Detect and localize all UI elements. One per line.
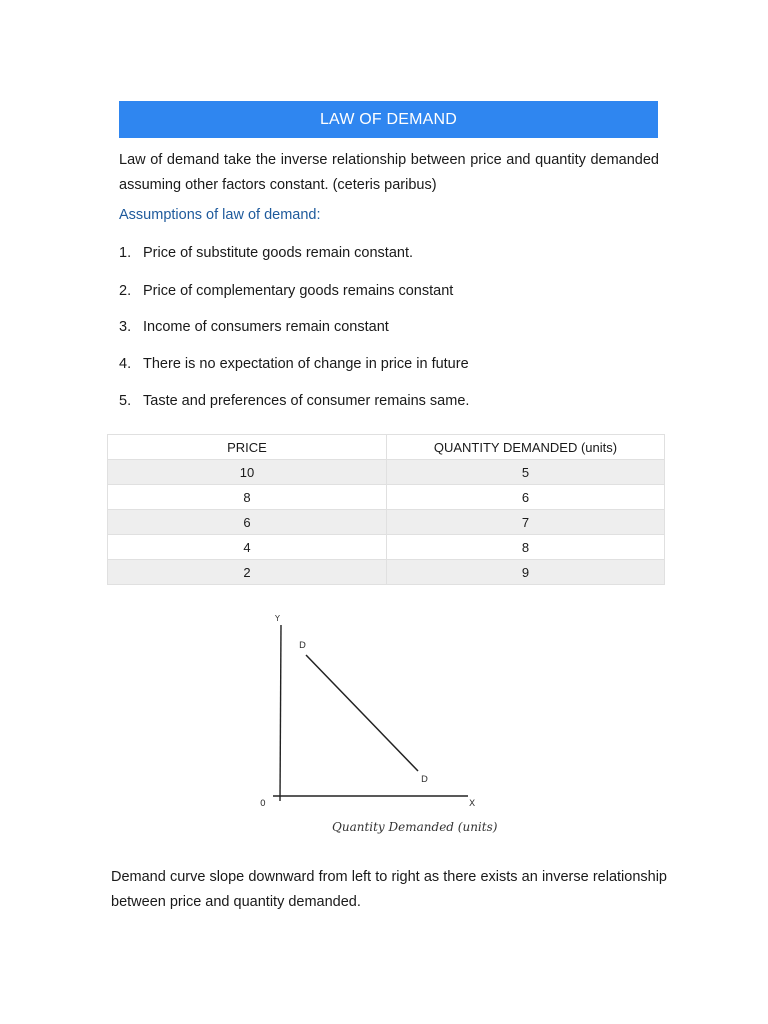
quantity-cell: 6	[387, 485, 665, 510]
x-axis-label: X	[469, 799, 476, 809]
quantity-cell: 8	[387, 535, 665, 560]
curve-end-label: D	[421, 775, 428, 785]
table-header-row	[108, 435, 665, 460]
quantity-cell: 7	[387, 510, 665, 535]
price-cell: 10	[108, 460, 387, 485]
column-header-price: PRICE	[108, 435, 387, 460]
y-axis	[280, 625, 281, 801]
table-row	[108, 485, 665, 510]
quantity-cell: 9	[387, 560, 665, 585]
demand-schedule-table	[107, 434, 665, 585]
intro-paragraph: Law of demand take the inverse relationship between price and quantity demanded assuming other factors constant. (ceteris paribus)	[119, 152, 659, 193]
assumption-item: 1. Price of substitute goods remain constant.	[119, 245, 414, 261]
assumption-item: 3. Income of consumers remain constant	[119, 319, 389, 335]
table-row	[108, 460, 665, 485]
origin-label: 0	[260, 799, 266, 809]
graph-caption: Quantity Demanded (units)	[332, 820, 498, 834]
assumption-item: 5. Taste and preferences of consumer remains same.	[119, 393, 470, 409]
demand-curve	[306, 655, 418, 771]
table-row	[108, 510, 665, 535]
table-row	[108, 535, 665, 560]
conclusion-paragraph: Demand curve slope downward from left to right as there exists an inverse relationship between price and quantity demanded.	[111, 869, 667, 910]
price-cell: 2	[108, 560, 387, 585]
y-axis-label: Y	[275, 614, 280, 623]
column-header-quantity: QUANTITY DEMANDED (units)	[387, 435, 665, 460]
price-cell: 8	[108, 485, 387, 510]
quantity-cell: 5	[387, 460, 665, 485]
assumption-item: 2. Price of complementary goods remains constant	[119, 283, 454, 299]
table-row	[108, 560, 665, 585]
price-cell: 6	[108, 510, 387, 535]
assumptions-heading: Assumptions of law of demand:	[119, 207, 321, 223]
assumption-item: 4. There is no expectation of change in price in future	[119, 356, 469, 372]
price-cell: 4	[108, 535, 387, 560]
demand-curve-graph	[240, 605, 530, 845]
page-title: LAW OF DEMAND	[119, 101, 658, 138]
curve-start-label: D	[299, 641, 306, 651]
